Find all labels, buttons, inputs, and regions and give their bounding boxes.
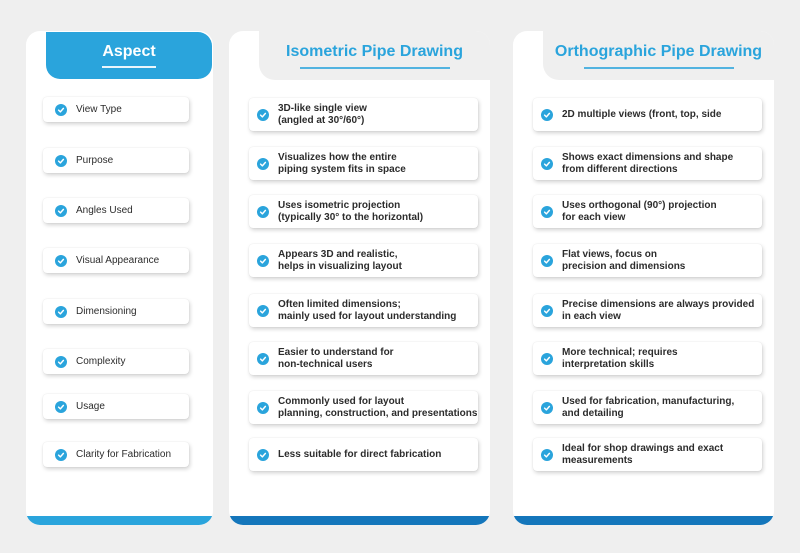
- isometric-item-usage: [249, 391, 478, 424]
- aspect-item-label: Visual Appearance: [76, 255, 160, 266]
- orthographic-item-purpose: [533, 147, 762, 180]
- isometric-item-text: Commonly used for layout planning, construction, and presentations: [278, 395, 478, 419]
- isometric-header: [259, 31, 490, 80]
- orthographic-item-clarity-for-fabrication: [533, 438, 762, 471]
- aspect-header-label: Aspect: [102, 43, 156, 60]
- orthographic-item-text: Flat views, focus on precision and dimensions: [562, 248, 686, 272]
- aspect-item-label: Purpose: [76, 155, 114, 166]
- orthographic-header-label: Orthographic Pipe Drawing: [554, 42, 763, 60]
- check-circle-icon: [541, 449, 553, 461]
- isometric-item-dimensioning: [249, 294, 478, 327]
- isometric-item-angles-used: [249, 195, 478, 228]
- aspect-item-label: View Type: [76, 104, 122, 115]
- isometric-item-visual-appearance: [249, 244, 478, 277]
- aspect-item-label: Angles Used: [76, 205, 133, 216]
- isometric-item-view-type: [249, 98, 478, 131]
- aspect-item-angles-used: [43, 198, 189, 223]
- check-circle-icon: [257, 158, 269, 170]
- aspect-panel: [26, 31, 213, 525]
- aspect-item-view-type: [43, 97, 189, 122]
- check-circle-icon: [257, 109, 269, 121]
- check-circle-icon: [257, 255, 269, 267]
- check-circle-icon: [257, 449, 269, 461]
- aspect-header-underline: [102, 66, 156, 68]
- isometric-item-text: Appears 3D and realistic, helps in visualizing layout: [278, 248, 402, 272]
- check-circle-icon: [55, 356, 67, 368]
- aspect-item-dimensioning: [43, 299, 189, 324]
- check-circle-icon: [257, 353, 269, 365]
- aspect-bottom-bar: [26, 516, 213, 525]
- orthographic-item-text: Used for fabrication, manufacturing, and detailing: [562, 395, 735, 419]
- check-circle-icon: [541, 305, 553, 317]
- orthographic-item-complexity: [533, 342, 762, 375]
- isometric-bottom-bar: [229, 516, 490, 525]
- orthographic-item-dimensioning: [533, 294, 762, 327]
- check-circle-icon: [55, 401, 67, 413]
- aspect-item-purpose: [43, 148, 189, 173]
- check-circle-icon: [55, 255, 67, 267]
- aspect-item-clarity-for-fabrication: [43, 442, 189, 467]
- orthographic-item-view-type: [533, 98, 762, 131]
- aspect-item-label: Usage: [76, 401, 105, 412]
- aspect-item-visual-appearance: [43, 248, 189, 273]
- orthographic-header: [543, 31, 774, 80]
- aspect-header: [46, 32, 212, 79]
- check-circle-icon: [55, 205, 67, 217]
- isometric-header-underline: [300, 67, 450, 69]
- isometric-item-text: Visualizes how the entire piping system fits in space: [278, 151, 406, 175]
- orthographic-item-angles-used: [533, 195, 762, 228]
- check-circle-icon: [541, 109, 553, 121]
- isometric-item-text: Less suitable for direct fabrication: [278, 448, 442, 460]
- isometric-item-clarity-for-fabrication: [249, 438, 478, 471]
- check-circle-icon: [541, 255, 553, 267]
- orthographic-item-text: More technical; requires interpretation skills: [562, 346, 678, 370]
- check-circle-icon: [55, 155, 67, 167]
- orthographic-item-text: 2D multiple views (front, top, side: [562, 108, 722, 120]
- orthographic-item-usage: [533, 391, 762, 424]
- aspect-item-usage: [43, 394, 189, 419]
- aspect-item-label: Clarity for Fabrication: [76, 449, 172, 460]
- isometric-item-text: Easier to understand for non-technical users: [278, 346, 394, 370]
- isometric-item-complexity: [249, 342, 478, 375]
- check-circle-icon: [55, 104, 67, 116]
- orthographic-panel: [513, 31, 774, 525]
- isometric-header-label: Isometric Pipe Drawing: [286, 42, 463, 60]
- orthographic-bottom-bar: [513, 516, 774, 525]
- isometric-panel: [229, 31, 490, 525]
- check-circle-icon: [257, 206, 269, 218]
- aspect-item-label: Complexity: [76, 356, 126, 367]
- check-circle-icon: [541, 158, 553, 170]
- check-circle-icon: [55, 449, 67, 461]
- isometric-item-purpose: [249, 147, 478, 180]
- check-circle-icon: [541, 353, 553, 365]
- orthographic-item-text: Shows exact dimensions and shape from different directions: [562, 151, 734, 175]
- aspect-item-label: Dimensioning: [76, 306, 137, 317]
- orthographic-header-underline: [584, 67, 734, 69]
- orthographic-item-text: Uses orthogonal (90°) projection for each view: [562, 199, 717, 223]
- isometric-item-text: Uses isometric projection (typically 30° to the horizontal): [278, 199, 424, 223]
- check-circle-icon: [541, 206, 553, 218]
- isometric-item-text: Often limited dimensions; mainly used for layout understanding: [278, 298, 457, 322]
- check-circle-icon: [541, 402, 553, 414]
- check-circle-icon: [257, 305, 269, 317]
- orthographic-item-visual-appearance: [533, 244, 762, 277]
- aspect-item-complexity: [43, 349, 189, 374]
- check-circle-icon: [55, 306, 67, 318]
- orthographic-item-text: Precise dimensions are always provided in each view: [562, 298, 755, 322]
- orthographic-item-text: Ideal for shop drawings and exact measurements: [562, 442, 724, 466]
- check-circle-icon: [257, 402, 269, 414]
- isometric-item-text: 3D-like single view (angled at 30°/60°): [278, 102, 367, 126]
